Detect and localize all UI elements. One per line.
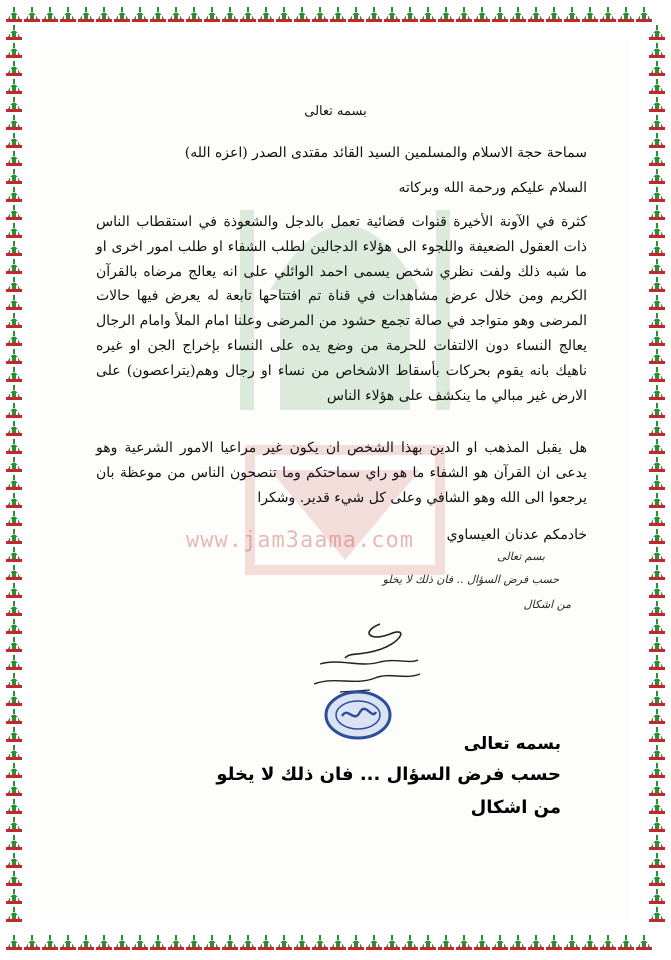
mosque-dome-icon [150, 7, 166, 22]
mosque-dome-icon [6, 835, 22, 850]
mosque-dome-icon [78, 935, 94, 950]
mosque-dome-icon [6, 7, 22, 22]
mosque-dome-icon [649, 565, 665, 580]
mosque-dome-icon [420, 7, 436, 22]
mosque-dome-icon [649, 79, 665, 94]
mosque-dome-icon [438, 935, 454, 950]
mosque-dome-icon [582, 7, 598, 22]
mosque-dome-icon [114, 7, 130, 22]
mosque-dome-icon [6, 79, 22, 94]
mosque-dome-icon [492, 935, 508, 950]
mosque-dome-icon [6, 241, 22, 256]
mosque-dome-icon [6, 349, 22, 364]
mosque-dome-icon [366, 935, 382, 950]
mosque-dome-icon [6, 889, 22, 904]
mosque-dome-icon [204, 7, 220, 22]
mosque-dome-icon [312, 7, 328, 22]
mosque-dome-icon [330, 935, 346, 950]
mosque-dome-icon [600, 935, 616, 950]
letter-paragraph-2: هل يقبل المذهب او الدين بهذا الشخص ان يكون غير مراعيا الامور الشرعية وهو يدعى ان القرآن هو الشفاء ما هو راي سماحتكم وما تنصحون الناس من موعظة بان يرجعوا الى الله وهو الشافي وعلى كل شيء قدير. وشكرا [96, 440, 587, 506]
mosque-dome-icon [402, 7, 418, 22]
mosque-dome-icon [6, 781, 22, 796]
mosque-dome-icon [6, 709, 22, 724]
mosque-dome-icon [6, 151, 22, 166]
mosque-dome-icon [186, 935, 202, 950]
mosque-dome-icon [649, 133, 665, 148]
mosque-dome-icon [6, 673, 22, 688]
mosque-dome-icon [312, 935, 328, 950]
answer-line-3: من اشكال [470, 797, 561, 818]
mosque-dome-icon [6, 935, 22, 950]
mosque-dome-icon [649, 169, 665, 184]
mosque-dome-icon [6, 907, 22, 922]
mosque-dome-icon [348, 7, 364, 22]
mosque-dome-icon [649, 205, 665, 220]
mosque-dome-icon [649, 907, 665, 922]
mosque-dome-icon [649, 331, 665, 346]
mosque-dome-icon [649, 349, 665, 364]
mosque-dome-icon [6, 43, 22, 58]
mosque-dome-icon [384, 7, 400, 22]
mosque-dome-icon [649, 799, 665, 814]
mosque-dome-icon [6, 187, 22, 202]
mosque-dome-icon [330, 7, 346, 22]
mosque-dome-icon [492, 7, 508, 22]
mosque-dome-icon [649, 853, 665, 868]
mosque-dome-icon [6, 367, 22, 382]
mosque-dome-icon [618, 935, 634, 950]
mosque-dome-icon [456, 935, 472, 950]
mosque-dome-icon [649, 763, 665, 778]
mosque-dome-icon [649, 277, 665, 292]
mosque-dome-icon [564, 7, 580, 22]
mosque-dome-icon [649, 115, 665, 130]
mosque-dome-icon [474, 7, 490, 22]
mosque-dome-icon [132, 935, 148, 950]
mosque-dome-icon [649, 367, 665, 382]
mosque-dome-icon [240, 935, 256, 950]
mosque-dome-icon [618, 7, 634, 22]
mosque-dome-icon [649, 529, 665, 544]
mosque-dome-icon [6, 115, 22, 130]
mosque-dome-icon [6, 871, 22, 886]
mosque-dome-icon [510, 935, 526, 950]
mosque-dome-icon [649, 673, 665, 688]
mosque-dome-icon [510, 7, 526, 22]
mosque-dome-icon [649, 583, 665, 598]
mosque-dome-icon [649, 295, 665, 310]
mosque-dome-icon [6, 385, 22, 400]
mosque-dome-icon [6, 547, 22, 562]
mosque-dome-icon [6, 169, 22, 184]
mosque-dome-icon [6, 331, 22, 346]
mosque-dome-icon [6, 439, 22, 454]
mosque-dome-icon [649, 439, 665, 454]
handwritten-line-3: من اشكال [523, 598, 571, 611]
mosque-dome-icon [42, 7, 58, 22]
mosque-dome-icon [6, 565, 22, 580]
mosque-dome-icon [6, 511, 22, 526]
mosque-dome-icon [649, 835, 665, 850]
mosque-dome-icon [6, 295, 22, 310]
mosque-dome-icon [649, 619, 665, 634]
mosque-dome-icon [222, 7, 238, 22]
mosque-dome-icon [456, 7, 472, 22]
mosque-dome-icon [649, 745, 665, 760]
mosque-dome-icon [600, 7, 616, 22]
mosque-dome-icon [6, 799, 22, 814]
mosque-dome-icon [258, 7, 274, 22]
mosque-dome-icon [6, 745, 22, 760]
mosque-dome-icon [6, 853, 22, 868]
mosque-dome-icon [96, 935, 112, 950]
mosque-dome-icon [649, 709, 665, 724]
answer-line-1: بسمه تعالى [463, 734, 561, 754]
letter-basmala: بسمه تعالى [304, 104, 367, 119]
mosque-dome-icon [6, 475, 22, 490]
mosque-dome-icon [649, 889, 665, 904]
mosque-dome-icon [649, 817, 665, 832]
mosque-dome-icon [294, 7, 310, 22]
mosque-dome-icon [438, 7, 454, 22]
mosque-dome-icon [6, 223, 22, 238]
mosque-dome-icon [60, 7, 76, 22]
mosque-dome-icon [186, 7, 202, 22]
mosque-dome-icon [649, 187, 665, 202]
mosque-dome-icon [42, 935, 58, 950]
mosque-dome-icon [649, 241, 665, 256]
mosque-dome-icon [168, 935, 184, 950]
mosque-dome-icon [6, 529, 22, 544]
mosque-dome-icon [649, 223, 665, 238]
mosque-dome-icon [384, 935, 400, 950]
mosque-dome-icon [649, 385, 665, 400]
mosque-dome-icon [150, 935, 166, 950]
mosque-dome-icon [649, 475, 665, 490]
mosque-dome-icon [96, 7, 112, 22]
mosque-dome-icon [6, 457, 22, 472]
mosque-dome-icon [6, 403, 22, 418]
mosque-dome-icon [528, 7, 544, 22]
mosque-dome-icon [649, 727, 665, 742]
mosque-dome-icon [6, 727, 22, 742]
mosque-dome-icon [222, 935, 238, 950]
handwritten-signature [300, 612, 430, 702]
mosque-dome-icon [649, 421, 665, 436]
office-seal-icon [324, 690, 392, 740]
mosque-dome-icon [240, 7, 256, 22]
mosque-dome-icon [6, 259, 22, 274]
mosque-dome-icon [6, 763, 22, 778]
mosque-dome-icon [528, 935, 544, 950]
mosque-dome-icon [546, 7, 562, 22]
mosque-dome-icon [649, 871, 665, 886]
mosque-dome-icon [649, 637, 665, 652]
answer-line-2: حسب فرض السؤال ... فان ذلك لا يخلو [216, 764, 561, 785]
mosque-dome-icon [649, 61, 665, 76]
mosque-dome-icon [348, 935, 364, 950]
mosque-dome-icon [649, 601, 665, 616]
mosque-dome-icon [546, 935, 562, 950]
mosque-dome-icon [6, 421, 22, 436]
mosque-dome-icon [649, 493, 665, 508]
mosque-dome-icon [6, 691, 22, 706]
mosque-dome-icon [6, 277, 22, 292]
mosque-dome-icon [6, 25, 22, 40]
mosque-dome-icon [649, 457, 665, 472]
letter-signature: خادمكم عدنان العيساوي [446, 527, 587, 543]
mosque-dome-icon [6, 619, 22, 634]
letter-paragraph-1: كثرة في الآونة الأخيرة قنوات فضائية تعمل بالدجل والشعوذة في استقطاب الناس ذات العقول الضعيفة واللجوء الى هؤلاء الدجالين لطلب الشفاء او طلب امور اخرى او ما شبه ذلك ولفت نظري شخص يسمى احمد الوائلي على انه يعالج مرضاه بالقرآن الكريم ومن خلال عرض مشاهدات في قناة تم افتتاحها تابعة له يعرض فيها حالات المرضى وهو متواجد في صالة تجمع حشود من المرضى وعلنا امام الملأ وامام الرجال يعالج النساء دون الالتفات للحرمة من وضع يده على النساء بإخراج الجن او غيره ناهيك بانه يقوم بحركات بأسقاط الاشخاص من نساء او رجال وهم(يتراعصون) على الارض غير مبالي ما ينكشف على هؤلاء الناس [96, 214, 587, 404]
mosque-dome-icon [6, 133, 22, 148]
mosque-dome-icon [6, 97, 22, 112]
mosque-dome-icon [60, 935, 76, 950]
mosque-dome-icon [402, 935, 418, 950]
mosque-dome-icon [649, 655, 665, 670]
mosque-dome-icon [6, 205, 22, 220]
mosque-dome-icon [132, 7, 148, 22]
mosque-dome-icon [649, 259, 665, 274]
mosque-dome-icon [294, 935, 310, 950]
handwritten-line-2: حسب فرض السؤال .. فان ذلك لا يخلو [382, 573, 559, 586]
handwritten-line-1: بسم تعالى [497, 550, 545, 563]
mosque-dome-icon [6, 313, 22, 328]
mosque-dome-icon [6, 493, 22, 508]
mosque-dome-icon [649, 403, 665, 418]
mosque-dome-icon [636, 7, 652, 22]
mosque-dome-icon [276, 7, 292, 22]
mosque-dome-icon [649, 313, 665, 328]
mosque-dome-icon [636, 935, 652, 950]
watermark-url: www.jam3aama.com [186, 528, 414, 553]
letter-address: سماحة حجة الاسلام والمسلمين السيد القائد مقتدى الصدر (اعزه الله) [184, 145, 587, 161]
mosque-dome-icon [24, 935, 40, 950]
mosque-dome-icon [276, 935, 292, 950]
letter-greeting: السلام عليكم ورحمة الله وبركاته [398, 180, 587, 196]
mosque-dome-icon [649, 781, 665, 796]
mosque-dome-icon [649, 25, 665, 40]
mosque-dome-icon [649, 151, 665, 166]
mosque-dome-icon [649, 43, 665, 58]
mosque-dome-icon [168, 7, 184, 22]
mosque-dome-icon [6, 655, 22, 670]
mosque-dome-icon [564, 935, 580, 950]
mosque-dome-icon [420, 935, 436, 950]
mosque-dome-icon [258, 935, 274, 950]
mosque-dome-icon [6, 601, 22, 616]
mosque-dome-icon [78, 7, 94, 22]
mosque-dome-icon [24, 7, 40, 22]
mosque-dome-icon [366, 7, 382, 22]
mosque-dome-icon [204, 935, 220, 950]
mosque-dome-icon [6, 61, 22, 76]
mosque-dome-icon [649, 547, 665, 562]
mosque-dome-icon [649, 511, 665, 526]
mosque-dome-icon [6, 817, 22, 832]
mosque-dome-icon [474, 935, 490, 950]
mosque-dome-icon [6, 583, 22, 598]
mosque-dome-icon [649, 97, 665, 112]
mosque-dome-icon [582, 935, 598, 950]
mosque-dome-icon [114, 935, 130, 950]
mosque-dome-icon [6, 637, 22, 652]
mosque-dome-icon [649, 691, 665, 706]
